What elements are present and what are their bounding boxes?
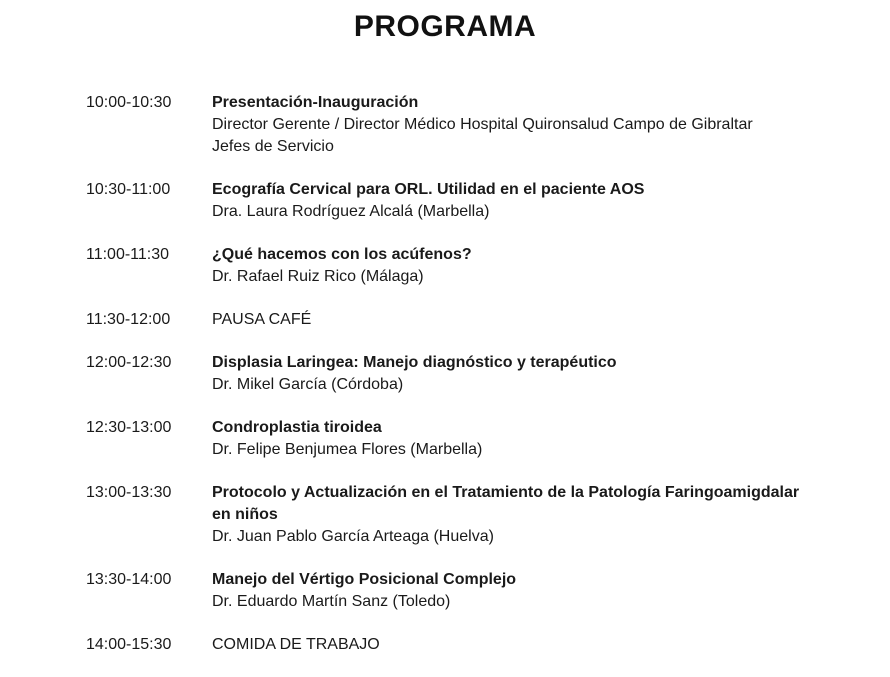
schedule-item (86, 92, 856, 158)
session-speaker: Dr. Rafael Ruiz Rico (Málaga) (212, 268, 424, 285)
time-slot: 14:00-15:30 (86, 636, 172, 653)
time-slot: 11:00-11:30 (86, 246, 170, 263)
break-label: PAUSA CAFÉ (212, 311, 312, 328)
session-details (212, 352, 856, 396)
session-speaker: Dr. Mikel García (Córdoba) (212, 376, 404, 393)
time-slot: 11:30-12:00 (86, 311, 171, 328)
time-slot: 13:00-13:30 (86, 484, 172, 501)
session-speaker: Jefes de Servicio (212, 138, 334, 155)
session-speaker: Dr. Eduardo Martín Sanz (Toledo) (212, 593, 451, 610)
schedule-item (86, 569, 856, 613)
session-details (212, 569, 856, 613)
session-topic: Manejo del Vértigo Posicional Complejo (212, 571, 517, 588)
schedule-item (86, 482, 856, 548)
schedule-item (86, 179, 856, 223)
session-details (212, 179, 856, 223)
time-slot: 13:30-14:00 (86, 571, 172, 588)
page-title: PROGRAMA (353, 10, 537, 43)
session-speaker: Dr. Juan Pablo García Arteaga (Huelva) (212, 528, 494, 545)
session-details (212, 244, 856, 288)
session-topic-continued: en niños (212, 506, 278, 523)
session-topic: Presentación-Inauguración (212, 94, 419, 111)
schedule-item (86, 634, 856, 656)
session-speaker: Dr. Felipe Benjumea Flores (Marbella) (212, 441, 483, 458)
session-topic: Displasia Laringea: Manejo diagnóstico y terapéutico (212, 354, 617, 371)
session-speaker: Dra. Laura Rodríguez Alcalá (Marbella) (212, 203, 490, 220)
session-details (212, 417, 856, 461)
session-details (212, 482, 856, 548)
session-details (212, 634, 856, 656)
schedule-item (86, 352, 856, 396)
time-slot: 12:30-13:00 (86, 419, 172, 436)
session-topic: Condroplastia tiroidea (212, 419, 382, 436)
session-topic: ¿Qué hacemos con los acúfenos? (212, 246, 472, 263)
schedule-item (86, 244, 856, 288)
schedule-item (86, 309, 856, 331)
time-slot: 10:30-11:00 (86, 181, 171, 198)
session-topic: Ecografía Cervical para ORL. Utilidad en el paciente AOS (212, 181, 645, 198)
break-label: COMIDA DE TRABAJO (212, 636, 380, 653)
session-topic: Protocolo y Actualización en el Tratamiento de la Patología Faringoamigdalar (212, 484, 800, 501)
time-slot: 10:00-10:30 (86, 94, 172, 111)
session-speaker: Director Gerente / Director Médico Hospital Quironsalud Campo de Gibraltar (212, 116, 753, 133)
session-details (212, 92, 856, 158)
program-schedule (86, 92, 856, 677)
time-slot: 12:00-12:30 (86, 354, 172, 371)
schedule-item (86, 417, 856, 461)
session-details (212, 309, 856, 331)
